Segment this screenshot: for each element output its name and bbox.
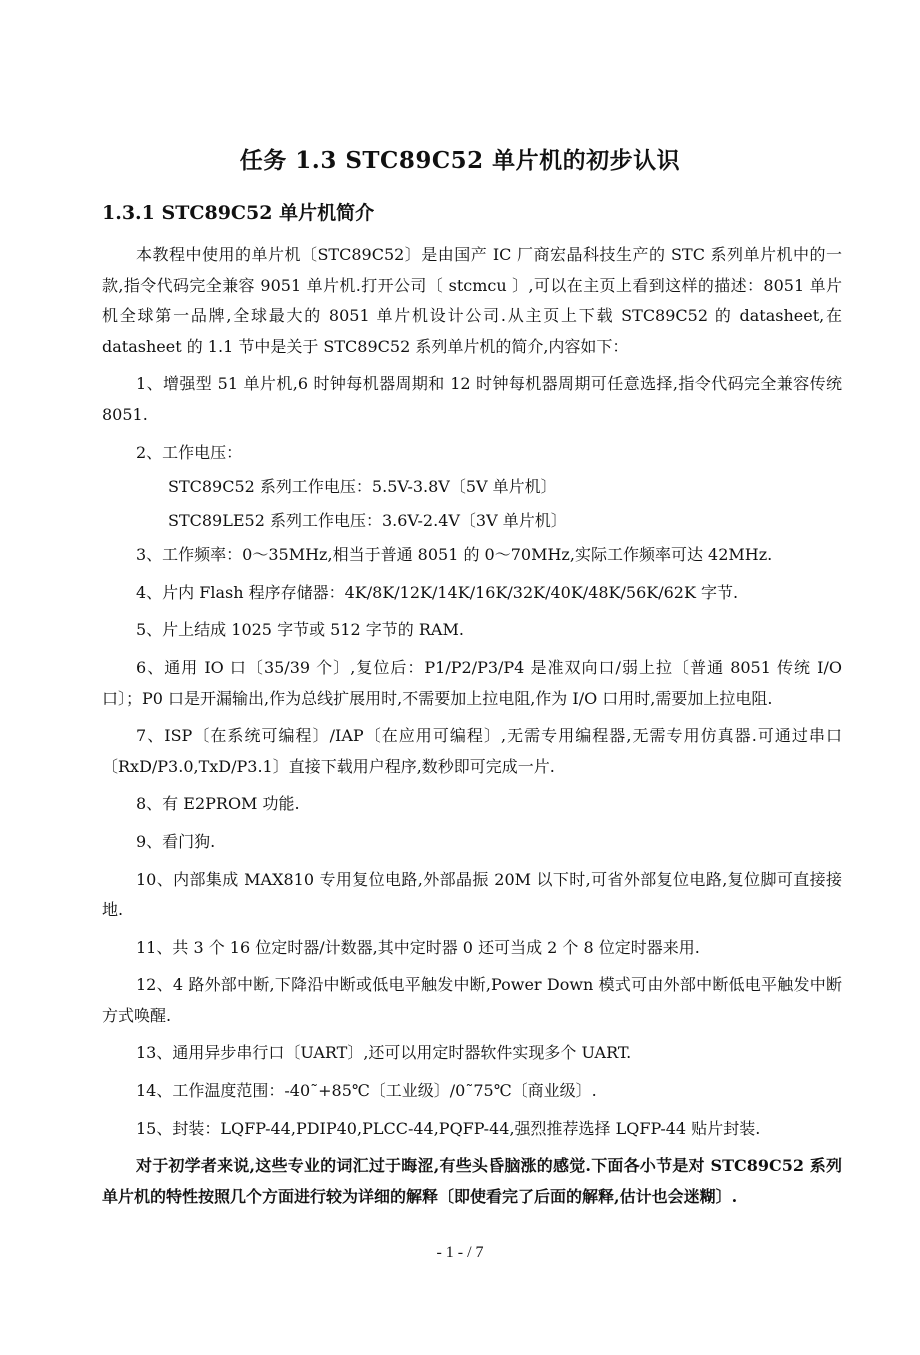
- list-item-15: 15、封装：LQFP-44,PDIP40,PLCC-44,PQFP-44,强烈推荐选择 LQFP-44 贴片封装.: [136, 1118, 761, 1138]
- voltage-line-stc89le52: STC89LE52 系列工作电压：3.6V-2.4V〔3V 单片机〕: [168, 510, 567, 530]
- list-item-12: 12、4 路外部中断,下降沿中断或低电平触发中断,Power Down 模式可由外部中断低电平触发中断方式唤醒.: [102, 975, 842, 1025]
- page-number: - 1 - / 7: [436, 1244, 484, 1261]
- list-item-9: 9、看门狗.: [136, 831, 216, 851]
- list-item-14: 14、工作温度范围：-40˜+85℃〔工业级〕/0˜75℃〔商业级〕.: [136, 1081, 597, 1101]
- list-item-11: 11、共 3 个 16 位定时器/计数器,其中定时器 0 还可当成 2 个 8 位定时器来用.: [136, 937, 700, 957]
- list-item-1: 1、增强型 51 单片机,6 时钟每机器周期和 12 时钟每机器周期可任意选择,指令代码完全兼容传统 8051.: [102, 374, 842, 424]
- list-item-8: 8、有 E2PROM 功能.: [136, 794, 300, 814]
- list-item-6: 6、通用 IO 口〔35/39 个〕,复位后：P1/P2/P3/P4 是准双向口/弱上拉〔普通 8051 传统 I/O 口〕；P0 口是开漏输出,作为总线扩展用时,不需要加上拉电阻,作为 I/O 口用时,需要加上拉电阻.: [102, 657, 842, 708]
- document-title: 任务 1.3 STC89C52 单片机的初步认识: [239, 147, 681, 174]
- list-item-13: 13、通用异步串行口〔UART〕,还可以用定时器软件实现多个 UART.: [136, 1043, 632, 1063]
- section-heading: 1.3.1 STC89C52 单片机简介: [102, 202, 375, 224]
- voltage-line-stc89c52: STC89C52 系列工作电压：5.5V-3.8V〔5V 单片机〕: [168, 477, 557, 497]
- document-body: [102, 240, 842, 1212]
- list-item-5: 5、片上结成 1025 字节或 512 字节的 RAM.: [136, 620, 464, 640]
- list-item-7: 7、ISP〔在系统可编程〕/IAP〔在应用可编程〕,无需专用编程器,无需专用仿真器.可通过串口〔RxD/P3.0,TxD/P3.1〕直接下载用户程序,数秒即可完成一片.: [102, 726, 842, 776]
- intro-paragraph: 本教程中使用的单片机〔STC89C52〕是由国产 IC 厂商宏晶科技生产的 STC 系列单片机中的一款,指令代码完全兼容 9051 单片机.打开公司〔 stcmcu 〕,可以在主页上看到这样的描述：8051 单片机全球第一品牌,全球最大的 8051 单片机设计公司.从主页上下载 STC89C52 的 datasheet,在 datasheet 的 1.1 节中是关于 STC89C52 系列单片机的简介,内容如下：: [102, 245, 842, 356]
- list-item-2: 2、工作电压：: [136, 442, 243, 462]
- list-item-4: 4、片内 Flash 程序存储器：4K/8K/12K/14K/16K/32K/40K/48K/56K/62K 字节.: [136, 582, 739, 602]
- closing-paragraph: 对于初学者来说,这些专业的词汇过于晦涩,有些头昏脑涨的感觉.下面各小节是对 STC89C52 系列单片机的特性按照几个方面进行较为详细的解释〔即使看完了后面的解释,估计也会迷糊〕.: [102, 1156, 842, 1206]
- list-item-3: 3、工作频率：0～35MHz,相当于普通 8051 的 0～70MHz,实际工作频率可达 42MHz.: [136, 545, 773, 565]
- list-item-10: 10、内部集成 MAX810 专用复位电路,外部晶振 20M 以下时,可省外部复位电路,复位脚可直接接地.: [102, 869, 842, 920]
